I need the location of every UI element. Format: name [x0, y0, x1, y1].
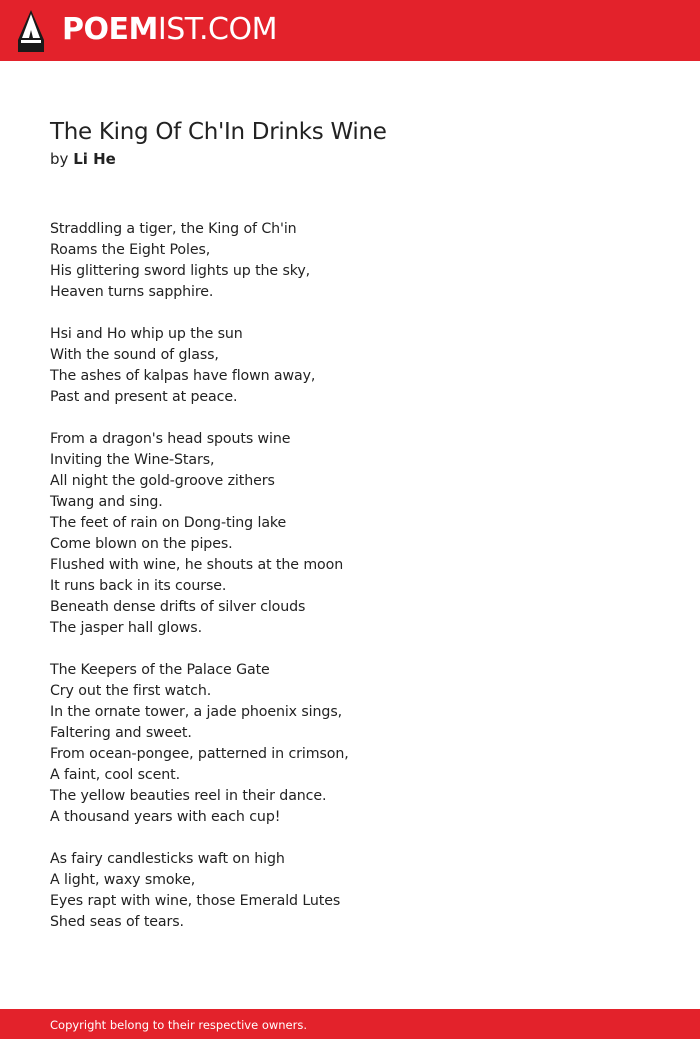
- poem-line: Heaven turns sapphire.: [50, 284, 214, 300]
- poem-line: Beneath dense drifts of silver clouds: [50, 599, 306, 615]
- site-logo[interactable]: [62, 12, 277, 48]
- poem-line: The ashes of kalpas have flown away,: [50, 368, 316, 384]
- poem-line: With the sound of glass,: [50, 347, 219, 363]
- pen-nib-icon[interactable]: [18, 10, 44, 52]
- poem-line: Cry out the first watch.: [50, 683, 212, 699]
- poem-line: His glittering sword lights up the sky,: [50, 263, 311, 279]
- poem-line: Hsi and Ho whip up the sun: [50, 326, 243, 342]
- poem-stanza: [50, 429, 650, 639]
- poem-author: Li He: [73, 150, 116, 168]
- poem-stanza: [50, 219, 650, 303]
- poem-line: It runs back in its course.: [50, 578, 227, 594]
- poem-line: A light, waxy smoke,: [50, 872, 196, 888]
- poem-stanza: [50, 324, 650, 408]
- poem-stanza: [50, 849, 650, 933]
- poem-line: Flushed with wine, he shouts at the moon: [50, 557, 344, 573]
- site-header: [0, 0, 700, 61]
- poem-line: Past and present at peace.: [50, 389, 238, 405]
- logo-light-text: IST.COM: [157, 12, 277, 47]
- poem-line: The yellow beauties reel in their dance.: [50, 788, 327, 804]
- poem-body: [50, 219, 650, 954]
- logo-bold-text: POEM: [62, 12, 158, 47]
- by-label: by: [50, 150, 69, 168]
- poem-line: Shed seas of tears.: [50, 914, 184, 930]
- poem-line: As fairy candlesticks waft on high: [50, 851, 285, 867]
- poem-line: Inviting the Wine-Stars,: [50, 452, 215, 468]
- poem-byline: [50, 149, 116, 169]
- poem-line: All night the gold-groove zithers: [50, 473, 275, 489]
- poem-line: The feet of rain on Dong-ting lake: [50, 515, 287, 531]
- poem-title: The King Of Ch'In Drinks Wine: [50, 119, 387, 145]
- poem-line: Straddling a tiger, the King of Ch'in: [50, 221, 297, 237]
- poem-line: A thousand years with each cup!: [50, 809, 281, 825]
- poem-line: A faint, cool scent.: [50, 767, 181, 783]
- poem-line: Come blown on the pipes.: [50, 536, 233, 552]
- poem-line: From ocean-pongee, patterned in crimson,: [50, 746, 349, 762]
- poem-line: The jasper hall glows.: [50, 620, 203, 636]
- poem-line: From a dragon's head spouts wine: [50, 431, 291, 447]
- poem-line: Eyes rapt with wine, those Emerald Lutes: [50, 893, 341, 909]
- poem-line: In the ornate tower, a jade phoenix sings,: [50, 704, 343, 720]
- poem-line: Twang and sing.: [50, 494, 163, 510]
- poem-line: The Keepers of the Palace Gate: [50, 662, 270, 678]
- poem-stanza: [50, 660, 650, 828]
- poem-line: Faltering and sweet.: [50, 725, 192, 741]
- footer-copyright: Copyright belong to their respective owners.: [50, 1018, 308, 1032]
- site-footer: [0, 1009, 700, 1039]
- poem-line: Roams the Eight Poles,: [50, 242, 211, 258]
